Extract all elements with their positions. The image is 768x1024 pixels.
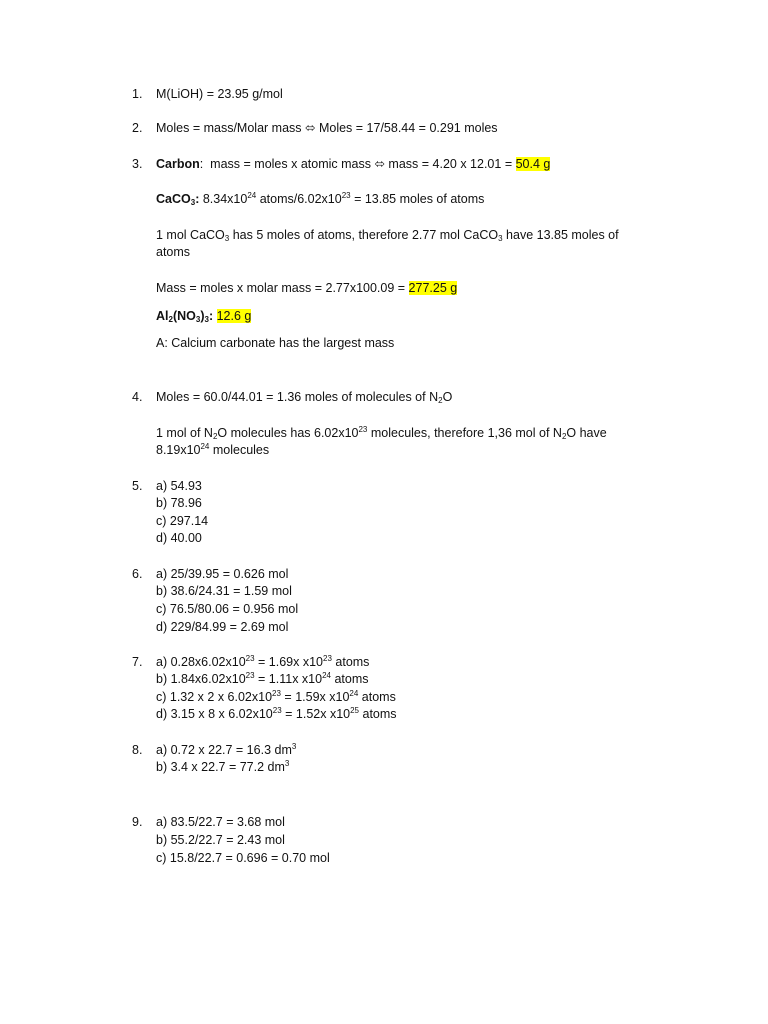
list-item: a) 0.72 x 22.7 = 16.3 $dm^3$ [156,742,297,757]
list-item: b) $1.84x6.02x10^{23} = 1.11x$ $x10^{24}$ atoms [156,671,369,686]
answer-3-caco3: CaCO$_3$: $8.34x10^{24}$ atoms/$6.02x10^{23} = 13.85$ moles of atoms [156,191,485,207]
answer-3-caco3-explanation-cont: atoms [156,245,191,259]
answer-3-conclusion: A: Calcium carbonate has the largest mass [156,336,395,350]
answer-3-mass: Mass = moles x molar mass = 2.77x100.09 = 277.25 g [156,281,458,295]
item-number-8: 8. [132,743,143,757]
equivalence-arrow-icon: ⬄ [305,121,316,135]
list-item: c) 297.14 [156,514,209,528]
highlighted-answer: 277.25 g [408,281,458,295]
list-item: a) 83.5/22.7 = 3.68 mol [156,815,285,829]
highlighted-answer: 50.4 g [515,157,551,171]
answer-2: Moles = mass/Molar mass ⬄ Moles = 17/58.44 = 0.291 moles [156,121,498,135]
answer-3-carbon: Carbon: mass = moles x atomic mass ⬄ mass = 4.20 x 12.01 = 50.4 g [156,157,551,171]
answer-4-molecules: 1 mol of $N_2O$ molecules has $6.02x10^{23}$ molecules, therefore 1,36 mol of $N_2O$ have [156,425,607,441]
item-number-3: 3. [132,157,143,171]
answer-4-molecules-cont: $8.19x10^{24}$ molecules [156,442,270,457]
list-item: c) 15.8/22.7 = 0.696 = 0.70 mol [156,851,330,865]
item-number-1: 1. [132,87,143,101]
list-item: b) 78.96 [156,496,202,510]
answer-3-aluminium-nitrate: $Al_2(NO_3)_3$: 12.6 g [156,309,252,324]
list-item: a) 25/39.95 = 0.626 mol [156,567,289,581]
list-item: c) 1.32 x 2 x $6.02x10^{23} = 1.59x$ $x10^{24}$ atoms [156,689,396,704]
equivalence-arrow-icon: ⬄ [374,157,385,171]
list-item: b) 38.6/24.31 = 1.59 mol [156,584,292,598]
list-item: b) 3.4 x 22.7 = 77.2 $dm^3$ [156,759,290,774]
list-item: a) $0.28x6.02x10^{23} = 1.69x$ $x10^{23}$ atoms [156,654,370,669]
item-number-6: 6. [132,567,143,581]
list-item: d) 229/84.99 = 2.69 mol [156,620,289,634]
item-number-9: 9. [132,815,143,829]
item-number-2: 2. [132,121,143,135]
item-number-7: 7. [132,655,143,669]
item-number-4: 4. [132,390,143,404]
highlighted-answer: 12.6 g [216,309,252,323]
list-item: d) 40.00 [156,531,202,545]
list-item: c) 76.5/80.06 = 0.956 mol [156,602,299,616]
answer-4-moles: Moles = 60.0/44.01 = 1.36 moles of molecules of $N_2O$ [156,390,453,405]
list-item: a) 54.93 [156,479,202,493]
list-item: d) 3.15 x 8 x $6.02x10^{23} = 1.52x$ $x10^{25}$ atoms [156,706,397,721]
answer-1: M(LiOH) = 23.95 g/mol [156,87,283,101]
item-number-5: 5. [132,479,143,493]
answer-3-caco3-explanation: 1 mol CaCO$_3$ has 5 moles of atoms, therefore 2.77 mol CaCO$_3$ have 13.85 moles of [156,228,619,243]
list-item: b) 55.2/22.7 = 2.43 mol [156,833,285,847]
